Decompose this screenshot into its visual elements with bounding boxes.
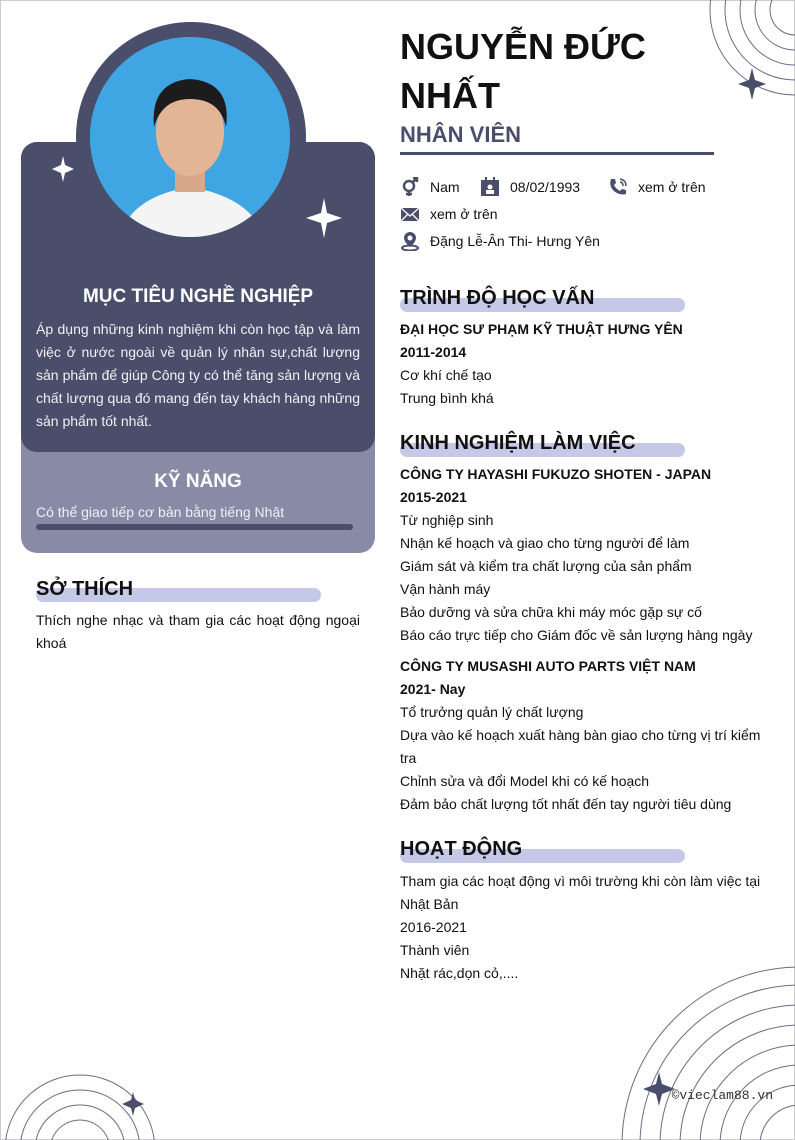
skills-title: KỸ NĂNG: [154, 471, 242, 492]
bottom-right-arcs-icon: [622, 967, 795, 1140]
star-icon: [738, 68, 766, 100]
star-icon: [306, 198, 342, 238]
arc-line: [760, 1105, 795, 1140]
skill-level-bar: [36, 524, 353, 530]
calendar-icon: [480, 177, 500, 197]
arc-line: [52, 1120, 109, 1140]
email-info: xem ở trên: [400, 204, 498, 224]
arc-line: [622, 967, 795, 1140]
activities-block: Tham gia các hoạt động vì môi trường khi còn làm việc tại Nhật Bản 2016-2021 Thành viên Nhặt rác,dọn cỏ,....: [400, 873, 761, 981]
location-icon: [400, 231, 420, 251]
experience-job: CÔNG TY HAYASHI FUKUZO SHOTEN - JAPAN 2015-2021 Từ nghiệp sinh Nhận kế hoạch và giao cho từng người để làm Giám sát và kiểm tra chất lượng của sản phẩm Vận hành máy Bảo dưỡng và sửa chữa khi máy móc gặp sự cố Báo cáo trực tiếp cho Giám đốc về sản lượng hàng ngày: [400, 466, 753, 643]
star-icon: [52, 156, 74, 182]
education-block: ĐẠI HỌC SƯ PHẠM KỸ THUẬT HƯNG YÊN 2011-2014 Cơ khí chế tạo Trung bình khá: [400, 321, 683, 406]
hobbies-text: Thích nghe nhạc và tham gia các hoạt động ngoại khoá: [36, 612, 360, 651]
objective-text: Áp dụng những kinh nghiệm khi còn học tập và làm việc ở nước ngoài về quản lý nhân sự,chất lượng sản phẩm để giúp Công ty có thể tăng sản lượng và chất lượng qua đó mang đến tay khách hàng những sản phẩm tốt nhất.: [36, 321, 360, 429]
watermark: ©vieclam88.vn: [671, 1088, 773, 1103]
star-icon: [122, 1092, 144, 1116]
phone-info: xem ở trên: [608, 177, 706, 197]
arc-line: [36, 1105, 124, 1140]
address-info: Đặng Lễ-Ân Thi- Hưng Yên: [400, 231, 600, 251]
divider: [400, 152, 714, 155]
email-icon: [400, 204, 420, 224]
arc-line: [660, 1005, 795, 1140]
job-title: NHÂN VIÊN: [400, 122, 522, 147]
gender-icon: [400, 177, 420, 197]
candidate-name: NGUYỄN ĐỨC NHẤT: [400, 26, 646, 116]
phone-icon: [608, 177, 628, 197]
experience-title: KINH NGHIỆM LÀM VIỆC: [400, 432, 636, 454]
activities-title: HOẠT ĐỘNG: [400, 838, 523, 860]
arc-line: [770, 0, 795, 35]
skill-name: Có thể giao tiếp cơ bản bằng tiếng Nhật: [36, 504, 285, 520]
arc-line: [725, 0, 795, 80]
gender-info: Nam: [400, 177, 460, 197]
arc-line: [740, 0, 795, 65]
arc-line: [680, 1025, 795, 1140]
objective-title: MỤC TIÊU NGHỀ NGHIỆP: [82, 286, 314, 307]
experience-job: CÔNG TY MUSASHI AUTO PARTS VIỆT NAM 2021- Nay Tổ trưởng quản lý chất lượng Dựa vào kế hoạch xuất hàng bàn giao cho từng vị trí kiểm tra Chỉnh sửa và đổi Model khi có kế hoạch Đảm bảo chất lượng tốt nhất đến tay người tiêu dùng: [400, 658, 761, 812]
card-stars: [0, 0, 400, 260]
hobbies-title: SỞ THÍCH: [36, 578, 134, 600]
dob-info: 08/02/1993: [480, 177, 580, 197]
star-icon: [643, 1072, 675, 1106]
education-title: TRÌNH ĐỘ HỌC VẤN: [400, 287, 595, 309]
